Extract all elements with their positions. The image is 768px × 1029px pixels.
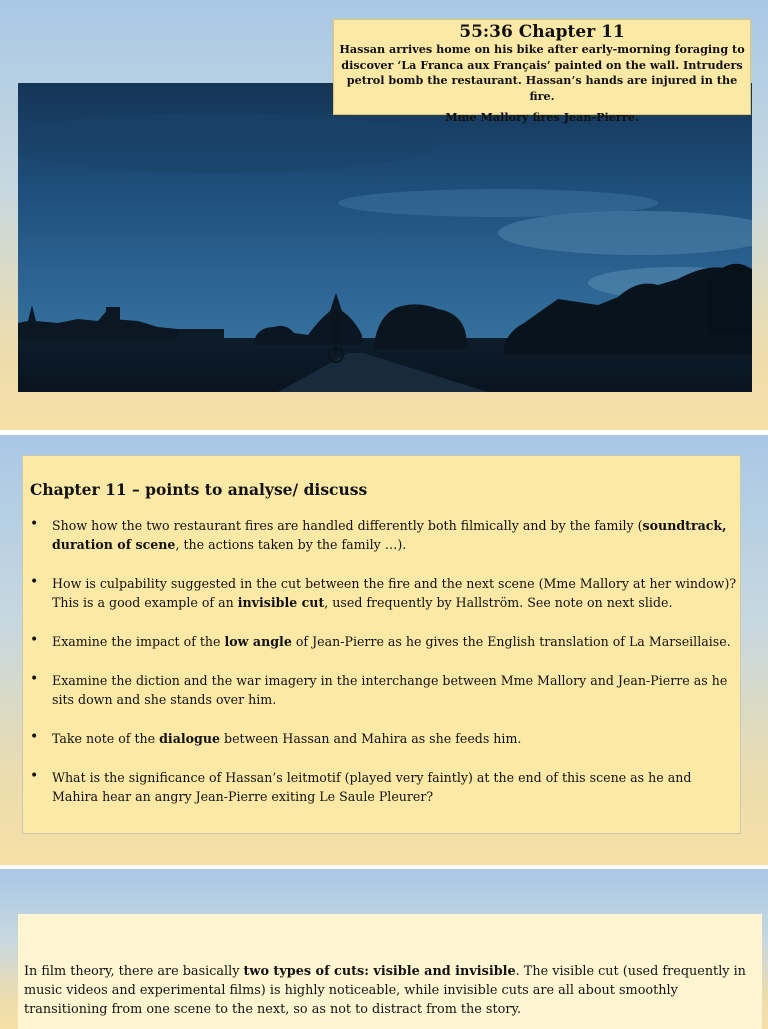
bullet-icon: •	[30, 729, 39, 745]
slide-chapter-11-summary	[0, 0, 768, 430]
film-theory-box	[18, 914, 762, 1029]
text-run: Examine the impact of the	[52, 634, 225, 649]
bullet-icon: •	[30, 516, 39, 532]
points-heading: Chapter 11 – points to analyse/ discuss	[30, 480, 368, 499]
discussion-point	[30, 632, 740, 651]
bullet-icon: •	[30, 768, 39, 784]
slide-cut-theory	[0, 869, 768, 1029]
discussion-point	[30, 671, 740, 709]
film-still-image	[18, 83, 752, 392]
discussion-point-text	[52, 634, 731, 649]
discussion-point-text	[52, 770, 691, 804]
discussion-point-text	[52, 731, 521, 746]
bullet-icon: •	[30, 632, 39, 648]
discussion-point	[30, 729, 740, 748]
discussion-point-text	[52, 576, 736, 610]
text-run: Take note of the	[52, 731, 160, 746]
text-run: between Hassan and Mahira as she feeds him.	[220, 731, 522, 746]
text-run: , the actions taken by the family …).	[175, 537, 407, 552]
text-run: Examine the diction and the war imagery in the interchange between Mme Mallory and Jean-Pierre as he sits down and she stands over him.	[52, 673, 728, 707]
discussion-point	[30, 516, 740, 554]
text-run: . The visible cut (used frequently in music videos and experimental films) is highly noticeable, while invisible cuts are all about smoothly transitioning from one scene to the next, so as not to distract from the story.	[24, 964, 746, 1017]
discussion-points-box	[22, 455, 741, 834]
text-run: , used frequently by Hallström. See note on next slide.	[324, 595, 673, 610]
bullet-icon: •	[30, 671, 39, 687]
chapter-caption-box	[333, 19, 751, 124]
emphasis-text: dialogue	[159, 731, 221, 746]
bullet-icon: •	[30, 574, 39, 590]
emphasis-text: invisible cut	[237, 595, 325, 610]
text-run: In film theory, there are basically	[24, 964, 244, 979]
discussion-point	[30, 574, 740, 612]
text-run: of Jean-Pierre as he gives the English translation of La Marseillaise.	[291, 634, 731, 649]
emphasis-text: low angle	[224, 634, 292, 649]
discussion-point	[30, 768, 740, 806]
emphasis-text: soundtrack, duration of scene	[52, 518, 727, 552]
chapter-summary-text: Hassan arrives home on his bike after early-morning foraging to discover ‘La Franca aux Français’ painted on the wall. Intruders petrol bomb the restaurant. Hassan’s hands are injured in the fire.	[339, 42, 745, 103]
text-run: How is culpability suggested in the cut between the fire and the next scene (Mme Mallory at her window)? This is a good example of an	[52, 576, 737, 610]
chapter-summary-firing: Mme Mallory fires Jean-Pierre.	[445, 110, 639, 124]
text-run: What is the significance of Hassan’s leitmotif (played very faintly) at the end of this scene as he and Mahira hear an angry Jean-Pierre exiting Le Saule Pleurer?	[52, 770, 692, 804]
slide-points-to-discuss	[0, 435, 768, 865]
chapter-timestamp-title: 55:36 Chapter 11	[459, 22, 625, 42]
discussion-point-text	[52, 673, 727, 707]
discussion-point-text	[52, 518, 727, 552]
film-theory-paragraph	[24, 962, 759, 1019]
points-list	[30, 516, 740, 826]
emphasis-text: two types of cuts: visible and invisible	[243, 964, 516, 979]
text-run: Show how the two restaurant fires are handled differently both filmically and by the family (	[52, 518, 643, 533]
